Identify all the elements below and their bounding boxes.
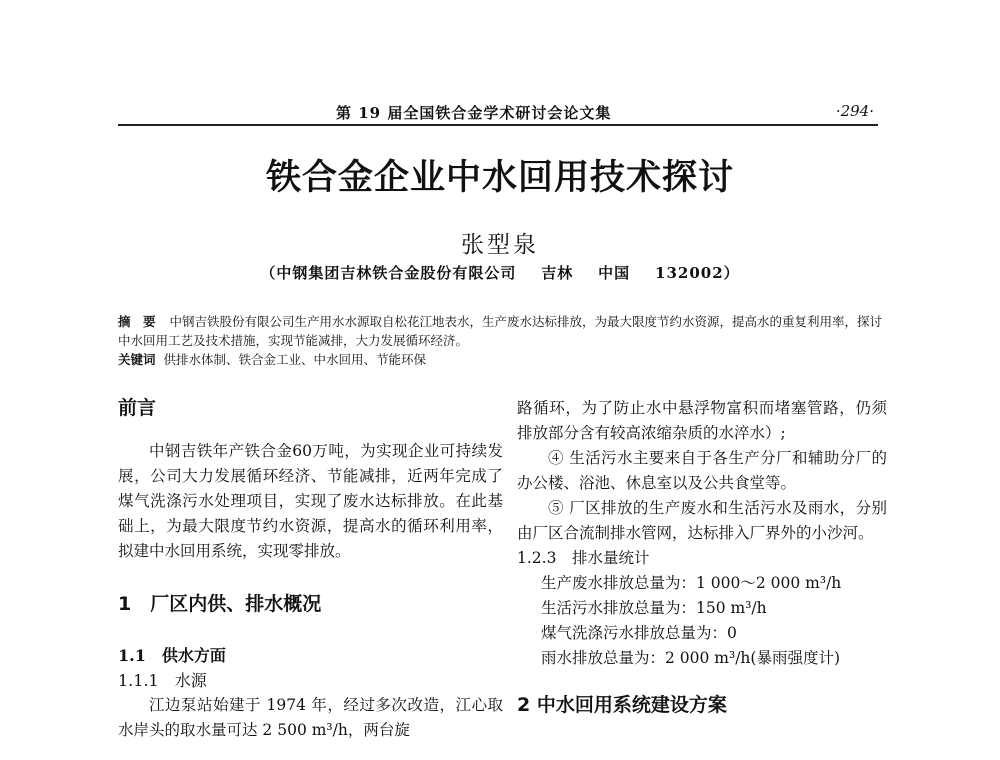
preface-heading: 前言 xyxy=(118,397,157,419)
subsection-1-1-heading: 1.1 供水方面 xyxy=(118,646,226,665)
item-4-paragraph: ④ 生活污水主要来自于各生产分厂和辅助分厂的办公楼、浴池、休息室以及公共食堂等。 xyxy=(517,449,887,492)
stat-line: 生活污水排放总量为：150 m³/h xyxy=(541,599,767,617)
running-header xyxy=(118,98,878,126)
subsection-1-2-3-heading: 1.2.3 排水量统计 xyxy=(517,549,650,567)
author-name: 张型泉 xyxy=(461,232,539,258)
left-column xyxy=(118,396,503,743)
item-5-paragraph: ⑤ 厂区排放的生产废水和生活污水及雨水，分别由厂区合流制排水管网，达标排入厂界外的小沙河。 xyxy=(517,499,887,542)
continued-paragraph: 路循环，为了防止水中悬浮物富积而堵塞管路，仍须排放部分含有较高浓缩杂质的水淬水）; xyxy=(517,399,887,442)
abstract-text: 中钢吉铁股份有限公司生产用水水源取自松花江地表水，生产废水达标排放，为最大限度节约水资源，提高水的重复利用率，探讨中水回用工艺及技术措施，实现节能减排，大力发展循环经济。 xyxy=(118,314,883,348)
water-source-paragraph: 江边泵站始建于 1974 年，经过多次改造，江心取水岸头的取水量可达 2 500 m³/h，两台旋 xyxy=(118,696,503,739)
section-1-heading: 1 厂区内供、排水概况 xyxy=(118,593,322,615)
preface-paragraph: 中钢吉铁年产铁合金60万吨，为实现企业可持续发展，公司大力发展循环经济、节能减排，近两年完成了煤气洗涤污水处理项目，实现了废水达标排放。在此基础上，为最大限度节约水资源，提高水的循环利用率，拟建中水回用系统，实现零排放。 xyxy=(118,442,503,560)
keywords-text: 供排水体制、铁合金工业、中水回用、节能环保 xyxy=(163,352,427,367)
stat-line: 生产废水排放总量为：1 000～2 000 m³/h xyxy=(541,574,842,592)
keywords-label: 关键词 xyxy=(118,352,156,367)
subsection-1-1-1-heading: 1.1.1 水源 xyxy=(118,671,207,690)
keywords xyxy=(118,350,883,369)
section-2-heading: 2 中水回用系统建设方案 xyxy=(517,694,727,716)
author-affiliation: （中钢集团吉林铁合金股份有限公司 吉林 中国 132002） xyxy=(260,264,740,282)
stat-line: 煤气洗涤污水排放总量为：0 xyxy=(541,624,737,642)
page-number: ·294· xyxy=(835,102,874,120)
conference-title: 第 19 届全国铁合金学术研讨会论文集 xyxy=(336,104,612,122)
right-column xyxy=(517,396,887,718)
paper-title: 铁合金企业中水回用技术探讨 xyxy=(265,158,734,198)
abstract xyxy=(118,312,883,350)
stat-line: 雨水排放总量为：2 000 m³/h(暴雨强度计) xyxy=(541,649,841,667)
abstract-label: 摘 要 xyxy=(118,314,156,329)
